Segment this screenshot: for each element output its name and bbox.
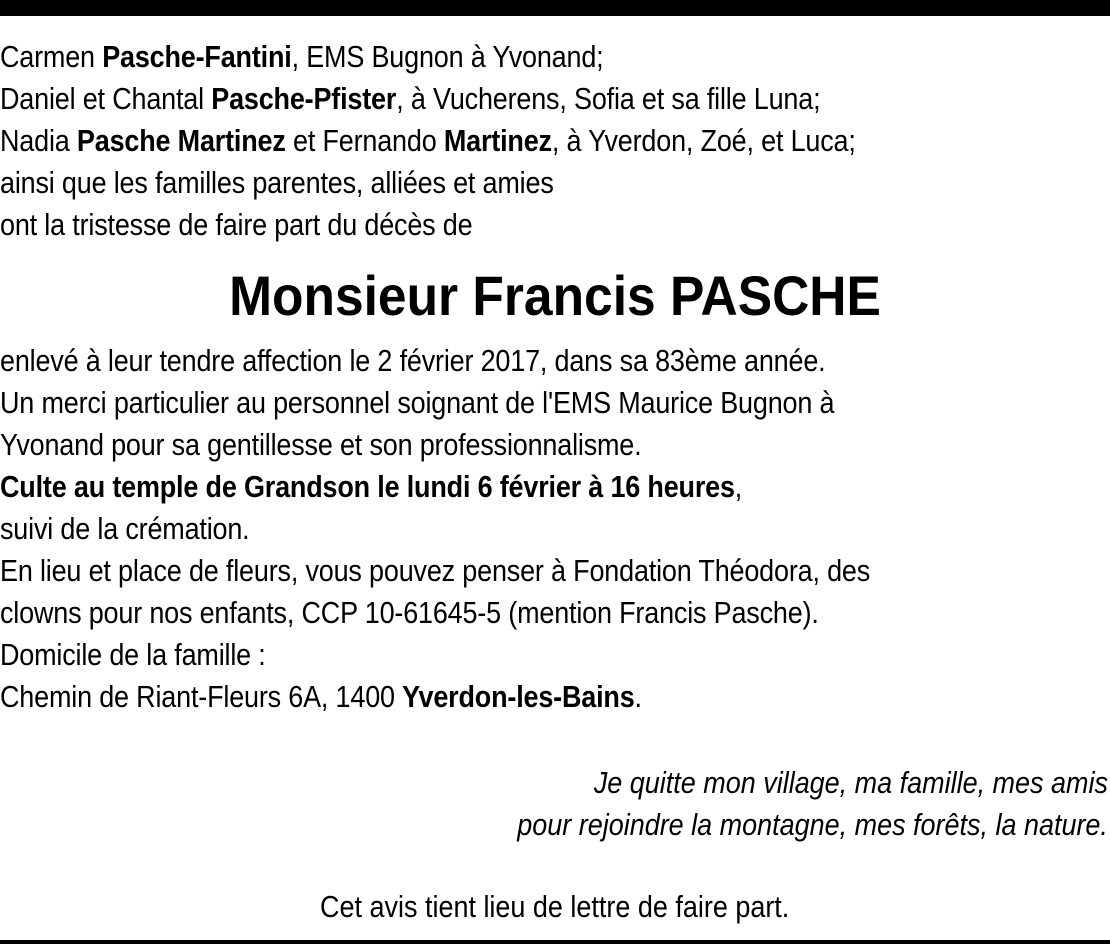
body-line-5: suivi de la crémation. [0,511,250,546]
family-line-4: ainsi que les familles parentes, alliées et amies [0,165,554,200]
poem-line-2: pour rejoindre la montagne, mes forêts, la nature. [517,807,1108,842]
body-line-8: Domicile de la famille : [0,637,266,672]
body-line-3: Yvonand pour sa gentillesse et son professionnalisme. [0,427,642,462]
poem-line-1: Je quitte mon village, ma famille, mes amis [593,765,1108,800]
funeral-service-line: Culte au temple de Grandson le lundi 6 février à 16 heures, [0,469,743,504]
bottom-border-rule [0,940,1110,944]
death-notice [0,36,1110,718]
top-border-rule [0,0,1110,16]
family-line-1: Carmen Pasche-Fantini, EMS Bugnon à Yvonand; [0,39,604,74]
family-line-3: Nadia Pasche Martinez et Fernando Martinez, à Yverdon, Zoé, et Luca; [0,123,856,158]
family-name-bold: Pasche-Fantini [102,39,292,74]
closing-text: Cet avis tient lieu de lettre de faire part. [320,889,790,924]
deceased-name-heading: Monsieur Francis PASCHE [229,264,881,327]
family-address: Chemin de Riant-Fleurs 6A, 1400 Yverdon-les-Bains. [0,679,642,714]
closing-note [0,886,1110,928]
funeral-service-text: Culte au temple de Grandson le lundi 6 février à 16 heures [0,469,735,504]
family-name-bold: Martinez [443,123,552,158]
family-line-2: Daniel et Chantal Pasche-Pfister, à Vucherens, Sofia et sa fille Luna; [0,81,821,116]
family-line-5: ont la tristesse de faire part du décès de [0,207,473,242]
body-line-1: enlevé à leur tendre affection le 2 février 2017, dans sa 83ème année. [0,343,826,378]
family-name-bold: Pasche Martinez [76,123,286,158]
body-line-2: Un merci particulier au personnel soignant de l'EMS Maurice Bugnon à [0,385,835,420]
address-city: Yverdon-les-Bains [402,679,635,714]
body-line-7: clowns pour nos enfants, CCP 10-61645-5 (mention Francis Pasche). [0,595,819,630]
body-line-6: En lieu et place de fleurs, vous pouvez penser à Fondation Théodora, des [0,553,871,588]
poem-quote [429,762,1108,846]
family-name-bold: Pasche-Pfister [211,81,397,116]
